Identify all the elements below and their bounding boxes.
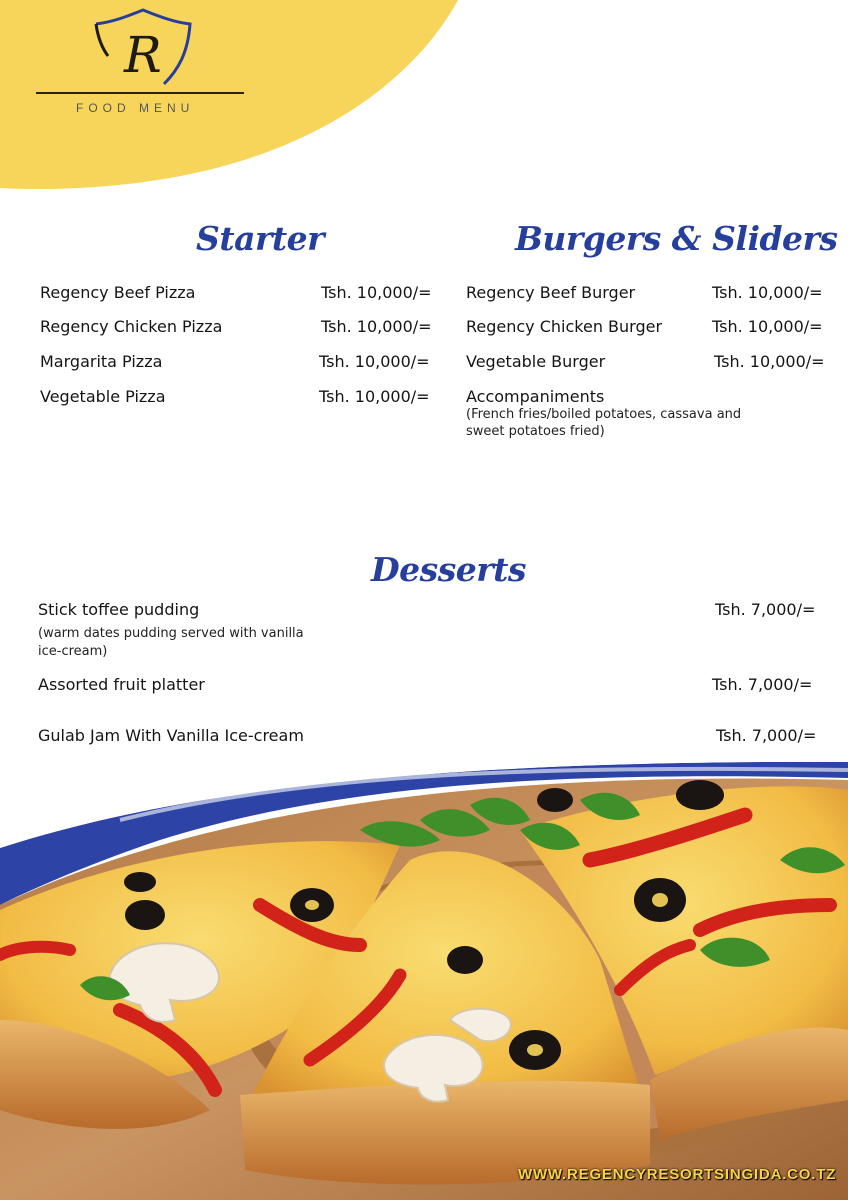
burger-item-name: Regency Chicken Burger [466, 317, 663, 336]
dessert-item-price: Tsh. 7,000/= [712, 675, 813, 694]
starter-heading: Starter [196, 219, 324, 258]
dessert-item-name: Gulab Jam With Vanilla Ice-cream [38, 726, 304, 745]
burger-item-name: Vegetable Burger [466, 352, 606, 371]
dessert-item-price: Tsh. 7,000/= [716, 726, 817, 745]
starter-item-name: Margarita Pizza [40, 352, 163, 371]
dessert-desc-line2: ice-cream) [38, 644, 108, 659]
starter-item-name: Regency Chicken Pizza [40, 317, 223, 336]
burgers-heading: Burgers & Sliders [515, 219, 838, 258]
starter-item-price: Tsh. 10,000/= [319, 352, 430, 371]
dessert-desc-line1: (warm dates pudding served with vanilla [38, 626, 304, 641]
accompaniments-name: Accompaniments [466, 387, 605, 406]
logo-letter: R [124, 26, 162, 84]
starter-item-price: Tsh. 10,000/= [321, 283, 432, 302]
logo-subtitle: FOOD MENU [76, 101, 195, 115]
dessert-item-name: Stick toffee pudding [38, 600, 200, 619]
burger-item-price: Tsh. 10,000/= [712, 317, 823, 336]
logo-divider [36, 92, 244, 94]
desserts-heading: Desserts [371, 550, 526, 589]
burger-item-price: Tsh. 10,000/= [712, 283, 823, 302]
website-link[interactable]: WWW.REGENCYRESORTSINGIDA.CO.TZ [518, 1166, 837, 1183]
dessert-item-price: Tsh. 7,000/= [715, 600, 816, 619]
starter-item-price: Tsh. 10,000/= [319, 387, 430, 406]
logo [36, 8, 246, 118]
dessert-item-name: Assorted fruit platter [38, 675, 205, 694]
accompaniments-desc-line2: sweet potatoes fried) [466, 424, 605, 439]
starter-item-name: Vegetable Pizza [40, 387, 166, 406]
burger-item-price: Tsh. 10,000/= [714, 352, 825, 371]
starter-item-name: Regency Beef Pizza [40, 283, 196, 302]
starter-item-price: Tsh. 10,000/= [321, 317, 432, 336]
burger-item-name: Regency Beef Burger [466, 283, 636, 302]
accompaniments-desc-line1: (French fries/boiled potatoes, cassava and [466, 407, 742, 422]
